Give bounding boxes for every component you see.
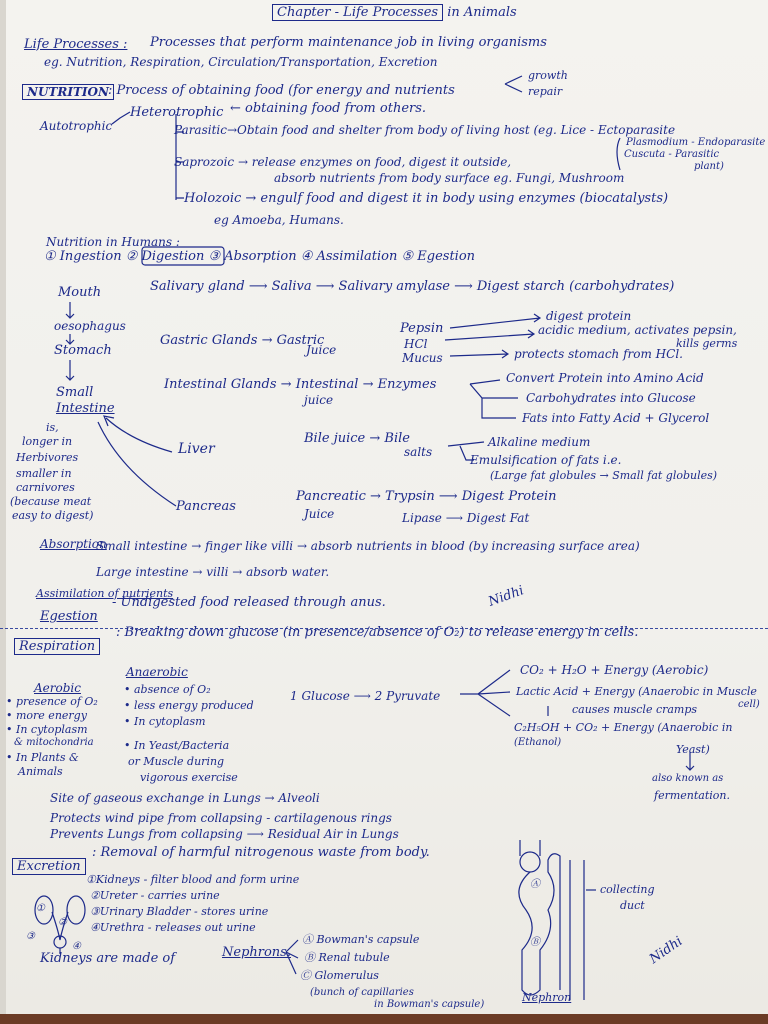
excretion-label-box: Excretion xyxy=(12,858,86,875)
output-aerobic: CO₂ + H₂O + Energy (Aerobic) xyxy=(520,663,709,677)
bunch-text: (bunch of capillaries xyxy=(310,987,414,998)
anaerobic-point-1: • absence of O₂ xyxy=(124,683,211,696)
stomach-label: Stomach xyxy=(54,343,112,358)
chapter-title-box: Chapter - Life Processes xyxy=(272,4,443,21)
excretion-definition: : Removal of harmful nitrogenous waste from body. xyxy=(92,845,430,860)
nephron-diagram-label-b: Ⓑ xyxy=(530,937,540,948)
aerobic-point-4: & mitochondria xyxy=(14,737,94,748)
nephrons-word: Nephrons. xyxy=(222,945,291,960)
liver-label: Liver xyxy=(178,441,215,457)
kidney-diagram-label-3: ③ xyxy=(26,931,35,942)
signature-1: Nidhi xyxy=(486,583,526,610)
nutrition-branch xyxy=(112,112,130,124)
hcl-function: acidic medium, activates pepsin, xyxy=(538,323,737,337)
glucose-chain: 1 Glucose ⟶ 2 Pyruvate xyxy=(290,689,441,703)
parasite-bracket xyxy=(617,138,620,170)
nephron-part-a: Ⓐ Bowman's capsule xyxy=(302,933,420,946)
lungs-site: Site of gaseous exchange in Lungs → Alveoli xyxy=(50,791,320,805)
pancreas-to-intestine-arrow xyxy=(98,422,176,506)
excretion-item-3: ③Urinary Bladder - stores urine xyxy=(90,905,269,918)
nutrition-steps: ① Ingestion ② Digestion ③ Absorption ④ Assimilation ⑤ Egestion xyxy=(44,249,476,264)
saprozoic-text: Saprozoic → release enzymes on food, digest it outside, xyxy=(174,155,512,169)
aerobic-point-5: • In Plants & xyxy=(6,751,79,764)
renal-tubule-drawing xyxy=(519,854,560,995)
easy-text: easy to digest) xyxy=(12,509,94,522)
herbivores-text: Herbivores xyxy=(16,451,79,464)
anaerobic-point-5: or Muscle during xyxy=(128,755,225,768)
excretion-item-1: ①Kidneys - filter blood and form urine xyxy=(86,873,300,886)
pancreatic-chain: Pancreatic → Trypsin ⟶ Digest Protein xyxy=(296,489,557,504)
bile-salts: salts xyxy=(404,445,433,459)
fermentation-text: fermentation. xyxy=(654,789,730,802)
output-ethanol: C₂H₅OH + CO₂ + Energy (Anaerobic in xyxy=(514,721,733,734)
aerobic-point-6: Animals xyxy=(18,765,63,778)
gastric-glands: Gastric Glands → Gastric xyxy=(160,333,325,348)
mucus-arrow xyxy=(450,350,508,358)
nutrition-label-box: NUTRITION xyxy=(22,84,114,100)
intestine-label: Intestine xyxy=(56,401,115,416)
collecting-duct-drawing xyxy=(570,860,584,1000)
anaerobic-point-6: vigorous exercise xyxy=(140,771,238,784)
plasmodium-text: Plasmodium - Endoparasite xyxy=(626,137,766,148)
hcl-label: HCl xyxy=(404,337,428,351)
anaerobic-point-4: • In Yeast/Bacteria xyxy=(124,739,230,752)
egestion-text: - Undigested food released through anus. xyxy=(112,595,386,610)
anaerobic-label: Anaerobic xyxy=(126,665,188,679)
holozoic-example: eg Amoeba, Humans. xyxy=(214,213,344,227)
human-nutrition-title: Nutrition in Humans : xyxy=(46,235,180,249)
output-lactic-cell: cell) xyxy=(738,699,760,710)
holozoic-text: Holozoic → engulf food and digest it in body using enzymes (biocatalysts) xyxy=(184,191,669,206)
heterotrophic-branches xyxy=(176,132,184,198)
hcl-function-2: kills germs xyxy=(676,337,738,350)
nephron-part-c: Ⓒ Glomerulus xyxy=(300,969,379,982)
respiration-definition: : Breaking down glucose (in presence/absence of O₂) to release energy in cells. xyxy=(116,625,639,640)
bowmans-capsule-drawing xyxy=(520,852,540,872)
mucus-function: protects stomach from HCl. xyxy=(514,347,683,361)
intestinal-glands: Intestinal Glands → Intestinal → Enzymes xyxy=(164,377,437,392)
mouth-chain: Salivary gland ⟶ Saliva ⟶ Salivary amylase ⟶ Digest starch (carbohydrates) xyxy=(150,279,675,294)
right-kidney-drawing xyxy=(67,896,85,924)
bile-function-1: Alkaline medium xyxy=(488,435,591,449)
mucus-label: Mucus xyxy=(402,351,443,365)
enzyme-function-1: Convert Protein into Amino Acid xyxy=(506,371,704,385)
pancreas-label: Pancreas xyxy=(176,499,236,514)
nephron-diagram-label-a: Ⓐ xyxy=(530,879,540,890)
nephron-parts-brace xyxy=(286,940,298,974)
down-arrow-1 xyxy=(66,302,74,318)
kidney-diagram-label-2: ② xyxy=(58,917,67,928)
life-processes-definition: Processes that perform maintenance job in living organisms xyxy=(150,35,547,50)
plant-text: plant) xyxy=(694,161,724,172)
parasitic-text: Parasitic→Obtain food and shelter from body of living host (eg. Lice - Ectoparasite xyxy=(174,123,676,137)
anaerobic-point-2: • less energy produced xyxy=(124,699,254,712)
respiration-label-box: Respiration xyxy=(14,638,100,655)
collecting-text: collecting xyxy=(600,883,655,896)
nephron-label: Nephron xyxy=(522,991,572,1004)
down-arrow-3 xyxy=(66,360,74,380)
kidney-diagram-label-4: ④ xyxy=(72,941,81,952)
excretion-item-2: ②Ureter - carries urine xyxy=(90,889,220,902)
egestion-label: Egestion xyxy=(40,609,98,624)
because-text: (because meat xyxy=(10,495,92,508)
aerobic-point-2: • more energy xyxy=(6,709,87,722)
bile-function-2: Emulsification of fats i.e. xyxy=(470,453,622,467)
bile-branches xyxy=(448,442,484,460)
heterotrophic-text: Heterotrophic xyxy=(130,105,224,120)
pepsin-function: digest protein xyxy=(546,309,632,323)
growth-repair-brace xyxy=(505,76,522,92)
aerobic-point-3: • In cytoplasm xyxy=(6,723,88,736)
lungs-protects: Protects wind pipe from collapsing - cartilagenous rings xyxy=(50,811,392,825)
oesophagus-label: oesophagus xyxy=(54,319,126,333)
bunch-text-2: in Bowman's capsule) xyxy=(374,999,485,1010)
bile-function-3: (Large fat globules → Small fat globules) xyxy=(490,469,718,482)
intestinal-juice: juice xyxy=(304,393,334,407)
anaerobic-point-3: • In cytoplasm xyxy=(124,715,206,728)
fermentation-arrow xyxy=(686,752,694,770)
left-kidney-drawing xyxy=(35,896,53,924)
lungs-prevents: Prevents Lungs from collapsing ⟶ Residual Air in Lungs xyxy=(50,827,399,841)
cuscuta-text: Cuscuta - Parasitic xyxy=(624,149,720,160)
life-processes-label: Life Processes : xyxy=(24,37,128,52)
aerobic-point-1: • presence of O₂ xyxy=(6,695,98,708)
chapter-suffix: in Animals xyxy=(447,5,517,20)
output-cramps: causes muscle cramps xyxy=(572,703,698,716)
pyruvate-branches xyxy=(460,670,510,716)
heterotrophic-definition: ← obtaining food from others. xyxy=(230,101,427,116)
life-processes-examples: eg. Nutrition, Respiration, Circulation/Transportation, Excretion xyxy=(44,55,438,69)
carnivores-text: carnivores xyxy=(16,481,75,494)
also-known-text: also known as xyxy=(652,773,724,784)
saprozoic-text-2: absorb nutrients from body surface eg. Fungi, Mushroom xyxy=(274,171,625,185)
hcl-arrow xyxy=(445,330,534,340)
assimilation-label: Assimilation of nutrients xyxy=(36,587,174,600)
enzyme-branches xyxy=(470,380,518,418)
output-lactic: Lactic Acid + Energy (Anaerobic in Muscle xyxy=(516,685,757,698)
lipase-chain: Lipase ⟶ Digest Fat xyxy=(402,511,530,525)
liver-to-intestine-arrow xyxy=(104,416,172,452)
signature-2: Nidhi xyxy=(646,933,686,968)
down-arrow-2 xyxy=(66,334,74,344)
kidney-diagram-label-1: ① xyxy=(36,903,45,914)
smaller-text: smaller in xyxy=(16,467,72,480)
aerobic-label: Aerobic xyxy=(34,681,81,695)
glomerulus-vessels xyxy=(520,840,540,856)
pepsin-arrow xyxy=(450,314,540,328)
absorption-label: Absorption xyxy=(40,537,107,551)
nutrition-definition: : Process of obtaining food (for energy and nutrients xyxy=(108,83,455,98)
small-intestine-label: Small xyxy=(56,385,94,400)
enzyme-function-3: Fats into Fatty Acid + Glycerol xyxy=(522,411,710,425)
absorption-small: Small intestine → finger like villi → absorb nutrients in blood (by increasing surface area) xyxy=(96,539,640,553)
longer-text: longer in xyxy=(22,435,73,448)
repair-text: repair xyxy=(528,85,563,98)
yeast-label: Yeast) xyxy=(676,743,710,756)
gastric-juice: Juice xyxy=(306,343,337,357)
bile-juice: Bile juice → Bile xyxy=(304,431,410,446)
nephron-part-b: Ⓑ Renal tubule xyxy=(304,951,390,964)
mouth-label: Mouth xyxy=(58,285,102,300)
excretion-item-4: ④Urethra - releases out urine xyxy=(90,921,256,934)
digestion-step-box xyxy=(142,247,224,265)
growth-text: growth xyxy=(528,69,568,82)
duct-text: duct xyxy=(620,899,645,912)
absorption-large: Large intestine → villi → absorb water. xyxy=(96,565,330,579)
kidneys-made-of: Kidneys are made of xyxy=(40,951,176,966)
ethanol-label: (Ethanol) xyxy=(514,737,562,748)
pancreatic-juice: Juice xyxy=(304,507,335,521)
pepsin-label: Pepsin xyxy=(400,321,444,336)
enzyme-function-2: Carbohydrates into Glucose xyxy=(526,391,696,405)
autotrophic-text: Autotrophic xyxy=(40,119,113,133)
is-text: is, xyxy=(46,421,59,434)
